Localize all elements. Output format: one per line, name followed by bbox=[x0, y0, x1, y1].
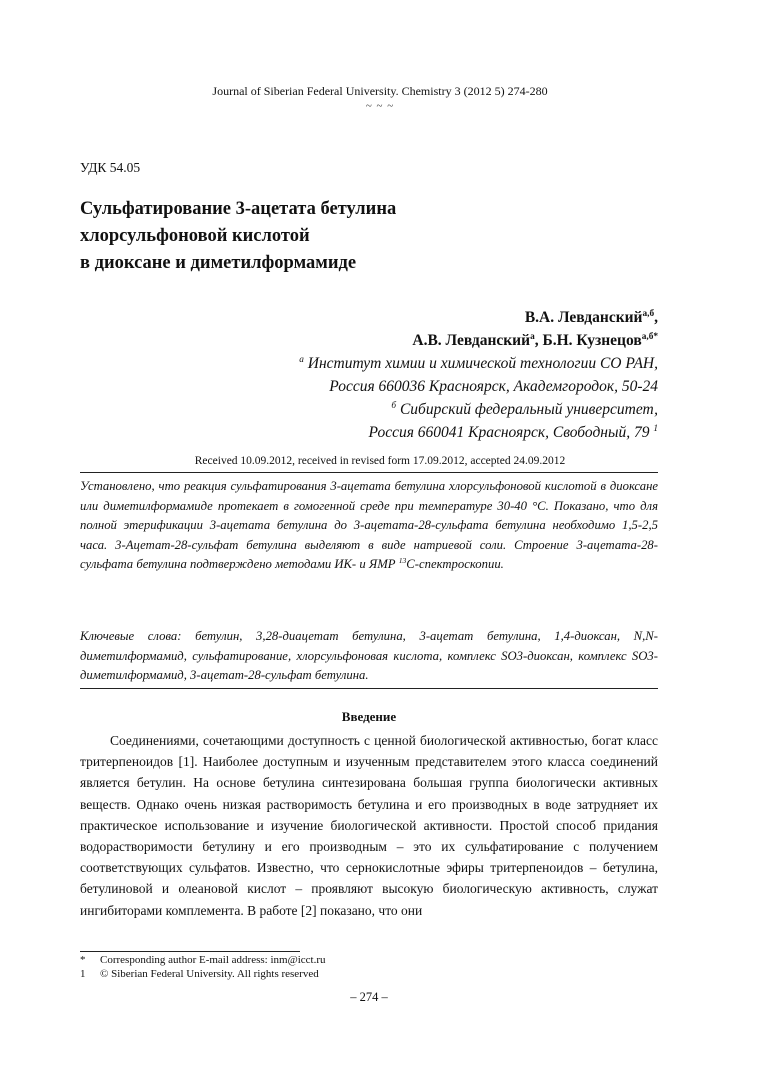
affiliation-b-line-2 bbox=[299, 421, 658, 444]
section-heading: Введение bbox=[341, 709, 397, 724]
footnote-rule bbox=[80, 951, 300, 952]
abstract-text bbox=[80, 477, 658, 575]
isotope-superscript: 13 bbox=[398, 555, 407, 565]
affiliation-a-line-2: Россия 660036 Красноярск, Академгородок, 50-24 bbox=[329, 378, 658, 395]
authors-block bbox=[299, 306, 658, 444]
author-separator: , bbox=[654, 309, 658, 326]
author-affiliation-mark: а,б bbox=[642, 308, 655, 319]
title-line-3: в диоксане и диметилформамиде bbox=[80, 253, 357, 273]
author-name: В.А. Левданский bbox=[524, 309, 643, 326]
udk-code: УДК 54.05 bbox=[80, 160, 141, 175]
author-line-2 bbox=[299, 329, 658, 352]
header-separator: ~ ~ ~ bbox=[365, 100, 395, 112]
affiliation-a-line-1 bbox=[299, 352, 658, 375]
author-name: Б.Н. Кузнецов bbox=[542, 332, 642, 349]
abstract bbox=[80, 477, 658, 575]
author-name: А.В. Левданский bbox=[412, 332, 531, 349]
keywords-label: Ключевые слова: bbox=[80, 629, 182, 643]
affiliation-text: Россия 660041 Красноярск, Свободный, 79 bbox=[368, 424, 650, 441]
abstract-body: Установлено, что реакция сульфатирования 3-ацетата бетулина хлорсульфоновой кислотой в диоксане или диметилформамиде протекает в гомогенной среде при температуре 30-40 °С. Показано, что для полной этерификации 3-ацетата бетулина до 3-ацетата-28-сульфата бетулина необходимо 1,5-2,5 часа. 3-Ацетат-28-сульфат бетулина выделяют в виде натриевой соли. Строение 3-ацетата-28-сульфата бетулина подтверждено методами ИК- и ЯМР bbox=[80, 479, 658, 571]
footnote-2 bbox=[80, 968, 319, 980]
affiliation-mark: б bbox=[391, 400, 397, 411]
author-line-1 bbox=[299, 306, 658, 329]
author-separator: , bbox=[534, 332, 543, 349]
affiliation-text: Сибирский федеральный университет, bbox=[399, 401, 658, 418]
affiliation-b-line-1 bbox=[299, 398, 658, 421]
footnote-mark: * bbox=[80, 954, 86, 966]
affiliation-text: Институт химии и химической технологии СО РАН, bbox=[307, 355, 658, 372]
footnote-text: Corresponding author E-mail address: inm@icct.ru bbox=[100, 954, 326, 966]
page-number: – 274 – bbox=[350, 990, 388, 1004]
title-line-1: Сульфатирование 3-ацетата бетулина bbox=[80, 199, 397, 219]
author-affiliation-mark: а,б* bbox=[641, 331, 658, 342]
author-affiliation-mark: а bbox=[530, 331, 535, 342]
journal-header: Journal of Siberian Federal University. Chemistry 3 (2012 5) 274-280 bbox=[212, 84, 548, 98]
keywords-text: бетулин, 3,28-диацетат бетулина, 3-ацетат бетулина, 1,4-диоксан, N,N-диметилформамид, сульфатирование, хлорсульфоновая кислота, комплекс SO3-диоксан, комплекс SO3-диметилформамид, 3-ацетат-28-сульфат бетулина. bbox=[80, 629, 658, 682]
title-line-2: хлорсульфоновой кислотой bbox=[80, 226, 310, 246]
footnote-mark: 1 bbox=[80, 968, 86, 980]
abstract-bottom-rule bbox=[80, 688, 658, 689]
footnote-text: © Siberian Federal University. All rights reserved bbox=[100, 968, 319, 980]
affiliation-mark: а bbox=[299, 354, 304, 365]
abstract-top-rule bbox=[80, 472, 658, 473]
footnote-1 bbox=[80, 954, 326, 966]
article-title bbox=[80, 196, 640, 277]
introduction-paragraph: Соединениями, сочетающими доступность с ценной биологической активностью, богат класс тритерпеноидов [1]. Наиболее доступным и изученным представителем этого класса соединений является бетулин. На основе бетулина синтезирована большая группа биологически активных веществ. Однако очень низкая растворимость бетулина и его производных в воде затрудняет их практическое использование и изучение биологической активности. Простой способ придания водорастворимости бетулину и его производным – это их сульфатирование с получением соответствующих сульфатов. Известно, что сернокислотные эфиры тритерпеноидов – бетулина, бетулиновой и олеановой кислот – проявляют высокую биологическую активность, служат ингибиторами комплемента. В работе [2] показано, что они bbox=[80, 733, 658, 918]
abstract-tail: С-спектроскопии. bbox=[406, 557, 504, 571]
received-dates: Received 10.09.2012, received in revised form 17.09.2012, accepted 24.09.2012 bbox=[194, 455, 566, 467]
keywords bbox=[80, 627, 658, 686]
footnote-mark: 1 bbox=[653, 423, 658, 434]
